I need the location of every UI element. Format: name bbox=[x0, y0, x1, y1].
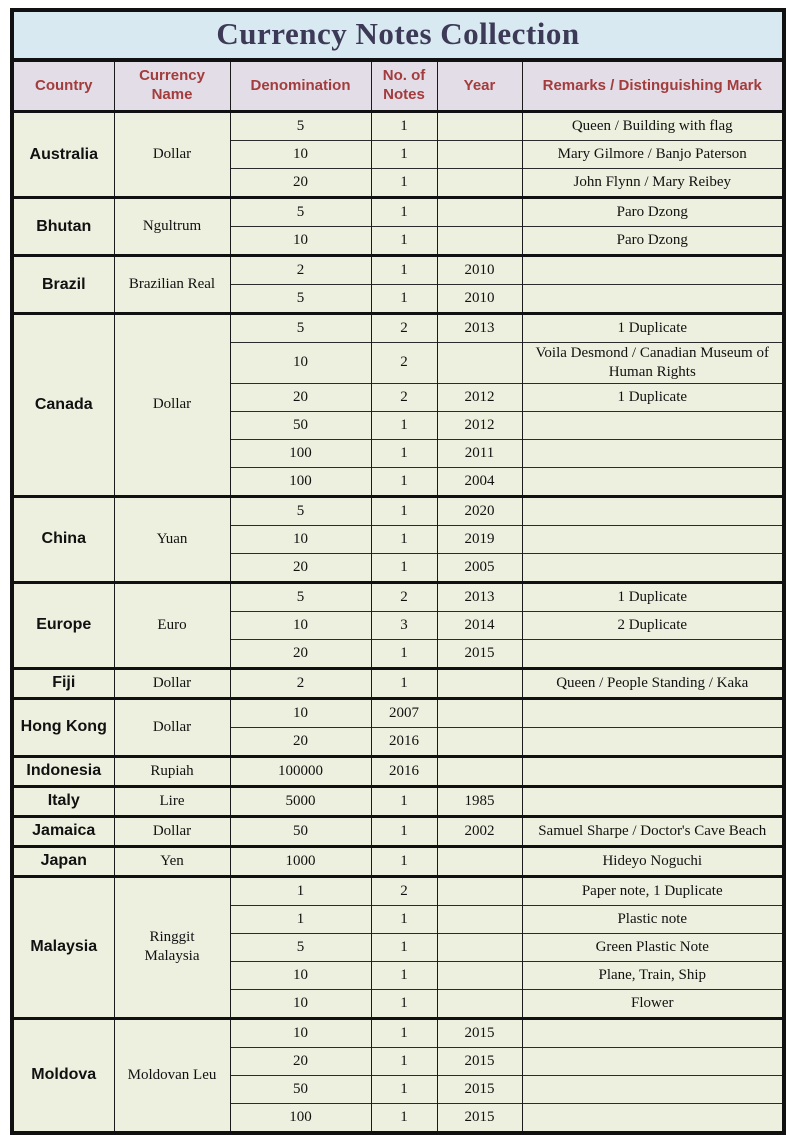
currency-cell: Lire bbox=[114, 786, 230, 816]
column-header-year: Year bbox=[437, 62, 522, 112]
country-cell: Canada bbox=[14, 314, 114, 497]
year-cell: 2005 bbox=[437, 553, 522, 582]
table-row bbox=[14, 582, 782, 611]
year-cell bbox=[437, 668, 522, 698]
notes-cell: 1 bbox=[371, 256, 437, 285]
remarks-cell bbox=[522, 1075, 782, 1103]
year-cell: 2004 bbox=[437, 467, 522, 496]
denomination-cell: 5 bbox=[230, 582, 371, 611]
country-cell: Jamaica bbox=[14, 816, 114, 846]
remarks-cell: Hideyo Noguchi bbox=[522, 846, 782, 876]
remarks-cell: Paper note, 1 Duplicate bbox=[522, 876, 782, 905]
currency-cell: Dollar bbox=[114, 698, 230, 756]
year-cell bbox=[437, 698, 522, 727]
country-cell: Italy bbox=[14, 786, 114, 816]
year-cell: 2012 bbox=[437, 383, 522, 411]
notes-cell: 1 bbox=[371, 639, 437, 668]
notes-cell: 1 bbox=[371, 112, 437, 141]
table-row bbox=[14, 496, 782, 525]
column-header-currency: Currency Name bbox=[114, 62, 230, 112]
remarks-cell: John Flynn / Mary Reibey bbox=[522, 169, 782, 198]
table-row bbox=[14, 256, 782, 285]
notes-cell: 1 bbox=[371, 786, 437, 816]
year-cell bbox=[437, 756, 522, 786]
table-row bbox=[14, 756, 782, 786]
notes-cell: 1 bbox=[371, 668, 437, 698]
remarks-cell bbox=[522, 756, 782, 786]
year-cell: 2012 bbox=[437, 411, 522, 439]
table-row bbox=[14, 112, 782, 141]
remarks-cell bbox=[522, 439, 782, 467]
notes-cell: 1 bbox=[371, 1047, 437, 1075]
title-bar bbox=[14, 12, 782, 62]
denomination-cell: 20 bbox=[230, 639, 371, 668]
remarks-cell: Flower bbox=[522, 989, 782, 1018]
remarks-cell bbox=[522, 553, 782, 582]
remarks-cell: 2 Duplicate bbox=[522, 611, 782, 639]
year-cell: 2014 bbox=[437, 611, 522, 639]
denomination-cell: 20 bbox=[230, 727, 371, 756]
notes-cell: 1 bbox=[371, 846, 437, 876]
year-cell bbox=[437, 141, 522, 169]
denomination-cell: 100000 bbox=[230, 756, 371, 786]
currency-cell: Rupiah bbox=[114, 756, 230, 786]
denomination-cell: 5 bbox=[230, 112, 371, 141]
currency-cell: Yen bbox=[114, 846, 230, 876]
year-cell: 2015 bbox=[437, 639, 522, 668]
remarks-cell: Green Plastic Note bbox=[522, 933, 782, 961]
denomination-cell: 100 bbox=[230, 467, 371, 496]
notes-cell: 1 bbox=[371, 1103, 437, 1131]
notes-cell: 1 bbox=[371, 1018, 437, 1047]
country-cell: Hong Kong bbox=[14, 698, 114, 756]
year-cell: 2002 bbox=[437, 816, 522, 846]
table-row bbox=[14, 698, 782, 727]
remarks-cell bbox=[522, 1103, 782, 1131]
country-cell: Europe bbox=[14, 582, 114, 668]
remarks-cell: Paro Dzong bbox=[522, 198, 782, 227]
table-row bbox=[14, 846, 782, 876]
denomination-cell: 10 bbox=[230, 698, 371, 727]
denomination-cell: 50 bbox=[230, 1075, 371, 1103]
denomination-cell: 10 bbox=[230, 525, 371, 553]
denomination-cell: 5 bbox=[230, 314, 371, 343]
notes-cell: 1 bbox=[371, 496, 437, 525]
denomination-cell: 10 bbox=[230, 141, 371, 169]
notes-cell: 1 bbox=[371, 467, 437, 496]
year-cell: 2020 bbox=[437, 496, 522, 525]
table-row bbox=[14, 198, 782, 227]
denomination-cell: 5000 bbox=[230, 786, 371, 816]
currency-notes-table bbox=[14, 62, 782, 1131]
notes-cell: 1 bbox=[371, 989, 437, 1018]
remarks-cell: Samuel Sharpe / Doctor's Cave Beach bbox=[522, 816, 782, 846]
denomination-cell: 10 bbox=[230, 961, 371, 989]
notes-cell: 1 bbox=[371, 411, 437, 439]
year-cell: 2015 bbox=[437, 1103, 522, 1131]
denomination-cell: 20 bbox=[230, 553, 371, 582]
denomination-cell: 1 bbox=[230, 876, 371, 905]
currency-cell: Dollar bbox=[114, 112, 230, 198]
table-row bbox=[14, 1018, 782, 1047]
currency-cell: Dollar bbox=[114, 668, 230, 698]
table-row bbox=[14, 876, 782, 905]
notes-cell: 1 bbox=[371, 1075, 437, 1103]
denomination-cell: 10 bbox=[230, 1018, 371, 1047]
remarks-cell: Plastic note bbox=[522, 905, 782, 933]
remarks-cell bbox=[522, 525, 782, 553]
column-header-remarks: Remarks / Distinguishing Mark bbox=[522, 62, 782, 112]
remarks-cell: Queen / People Standing / Kaka bbox=[522, 668, 782, 698]
denomination-cell: 100 bbox=[230, 439, 371, 467]
country-cell: Brazil bbox=[14, 256, 114, 314]
remarks-cell bbox=[522, 639, 782, 668]
denomination-cell: 10 bbox=[230, 343, 371, 384]
remarks-cell bbox=[522, 496, 782, 525]
denomination-cell: 5 bbox=[230, 496, 371, 525]
denomination-cell: 2 bbox=[230, 256, 371, 285]
notes-cell: 2 bbox=[371, 383, 437, 411]
notes-cell: 2 bbox=[371, 314, 437, 343]
remarks-cell bbox=[522, 1047, 782, 1075]
remarks-cell: Paro Dzong bbox=[522, 227, 782, 256]
year-cell: 2015 bbox=[437, 1075, 522, 1103]
notes-cell: 1 bbox=[371, 439, 437, 467]
currency-cell: Moldovan Leu bbox=[114, 1018, 230, 1131]
currency-cell: Yuan bbox=[114, 496, 230, 582]
notes-cell: 2007 bbox=[371, 698, 437, 727]
year-cell bbox=[437, 198, 522, 227]
year-cell: 2015 bbox=[437, 1018, 522, 1047]
table-row bbox=[14, 314, 782, 343]
notes-cell: 1 bbox=[371, 905, 437, 933]
notes-cell: 1 bbox=[371, 198, 437, 227]
remarks-cell: Mary Gilmore / Banjo Paterson bbox=[522, 141, 782, 169]
year-cell: 2013 bbox=[437, 582, 522, 611]
column-header-country: Country bbox=[14, 62, 114, 112]
remarks-cell bbox=[522, 698, 782, 727]
remarks-cell bbox=[522, 1018, 782, 1047]
page-title: Currency Notes Collection bbox=[216, 16, 580, 51]
notes-cell: 2016 bbox=[371, 727, 437, 756]
remarks-cell: 1 Duplicate bbox=[522, 582, 782, 611]
year-cell: 2011 bbox=[437, 439, 522, 467]
year-cell bbox=[437, 227, 522, 256]
denomination-cell: 5 bbox=[230, 933, 371, 961]
notes-cell: 1 bbox=[371, 285, 437, 314]
notes-cell: 2016 bbox=[371, 756, 437, 786]
denomination-cell: 10 bbox=[230, 227, 371, 256]
currency-cell: Ngultrum bbox=[114, 198, 230, 256]
currency-cell: Dollar bbox=[114, 816, 230, 846]
denomination-cell: 1 bbox=[230, 905, 371, 933]
country-cell: Bhutan bbox=[14, 198, 114, 256]
year-cell: 2015 bbox=[437, 1047, 522, 1075]
notes-cell: 1 bbox=[371, 816, 437, 846]
notes-cell: 2 bbox=[371, 876, 437, 905]
year-cell bbox=[437, 876, 522, 905]
remarks-cell bbox=[522, 256, 782, 285]
currency-cell: Brazilian Real bbox=[114, 256, 230, 314]
country-cell: Indonesia bbox=[14, 756, 114, 786]
year-cell: 2019 bbox=[437, 525, 522, 553]
denomination-cell: 10 bbox=[230, 611, 371, 639]
notes-cell: 1 bbox=[371, 169, 437, 198]
currency-cell: Dollar bbox=[114, 314, 230, 497]
notes-cell: 1 bbox=[371, 141, 437, 169]
year-cell: 2010 bbox=[437, 256, 522, 285]
remarks-cell: 1 Duplicate bbox=[522, 314, 782, 343]
country-cell: Fiji bbox=[14, 668, 114, 698]
denomination-cell: 2 bbox=[230, 668, 371, 698]
denomination-cell: 50 bbox=[230, 411, 371, 439]
year-cell bbox=[437, 989, 522, 1018]
remarks-cell: 1 Duplicate bbox=[522, 383, 782, 411]
notes-cell: 1 bbox=[371, 227, 437, 256]
remarks-cell: Plane, Train, Ship bbox=[522, 961, 782, 989]
table-row bbox=[14, 816, 782, 846]
currency-cell: Ringgit Malaysia bbox=[114, 876, 230, 1018]
notes-cell: 1 bbox=[371, 553, 437, 582]
denomination-cell: 5 bbox=[230, 198, 371, 227]
table-row bbox=[14, 668, 782, 698]
country-cell: China bbox=[14, 496, 114, 582]
denomination-cell: 5 bbox=[230, 285, 371, 314]
year-cell bbox=[437, 961, 522, 989]
year-cell bbox=[437, 846, 522, 876]
denomination-cell: 10 bbox=[230, 989, 371, 1018]
column-header-denomination: Denomination bbox=[230, 62, 371, 112]
table-row bbox=[14, 786, 782, 816]
notes-cell: 1 bbox=[371, 961, 437, 989]
remarks-cell bbox=[522, 411, 782, 439]
header-row bbox=[14, 62, 782, 112]
denomination-cell: 20 bbox=[230, 169, 371, 198]
column-header-notes: No. of Notes bbox=[371, 62, 437, 112]
year-cell bbox=[437, 343, 522, 384]
year-cell bbox=[437, 112, 522, 141]
remarks-cell: Voila Desmond / Canadian Museum of Human Rights bbox=[522, 343, 782, 384]
denomination-cell: 1000 bbox=[230, 846, 371, 876]
currency-collection-sheet bbox=[10, 8, 786, 1135]
year-cell bbox=[437, 933, 522, 961]
remarks-cell: Queen / Building with flag bbox=[522, 112, 782, 141]
notes-cell: 1 bbox=[371, 933, 437, 961]
remarks-cell bbox=[522, 467, 782, 496]
denomination-cell: 100 bbox=[230, 1103, 371, 1131]
country-cell: Australia bbox=[14, 112, 114, 198]
remarks-cell bbox=[522, 285, 782, 314]
year-cell bbox=[437, 169, 522, 198]
country-cell: Malaysia bbox=[14, 876, 114, 1018]
remarks-cell bbox=[522, 786, 782, 816]
country-cell: Moldova bbox=[14, 1018, 114, 1131]
denomination-cell: 50 bbox=[230, 816, 371, 846]
notes-cell: 1 bbox=[371, 525, 437, 553]
notes-cell: 2 bbox=[371, 343, 437, 384]
year-cell: 1985 bbox=[437, 786, 522, 816]
currency-cell: Euro bbox=[114, 582, 230, 668]
year-cell bbox=[437, 727, 522, 756]
remarks-cell bbox=[522, 727, 782, 756]
denomination-cell: 20 bbox=[230, 383, 371, 411]
denomination-cell: 20 bbox=[230, 1047, 371, 1075]
year-cell bbox=[437, 905, 522, 933]
year-cell: 2013 bbox=[437, 314, 522, 343]
year-cell: 2010 bbox=[437, 285, 522, 314]
notes-cell: 3 bbox=[371, 611, 437, 639]
country-cell: Japan bbox=[14, 846, 114, 876]
notes-cell: 2 bbox=[371, 582, 437, 611]
